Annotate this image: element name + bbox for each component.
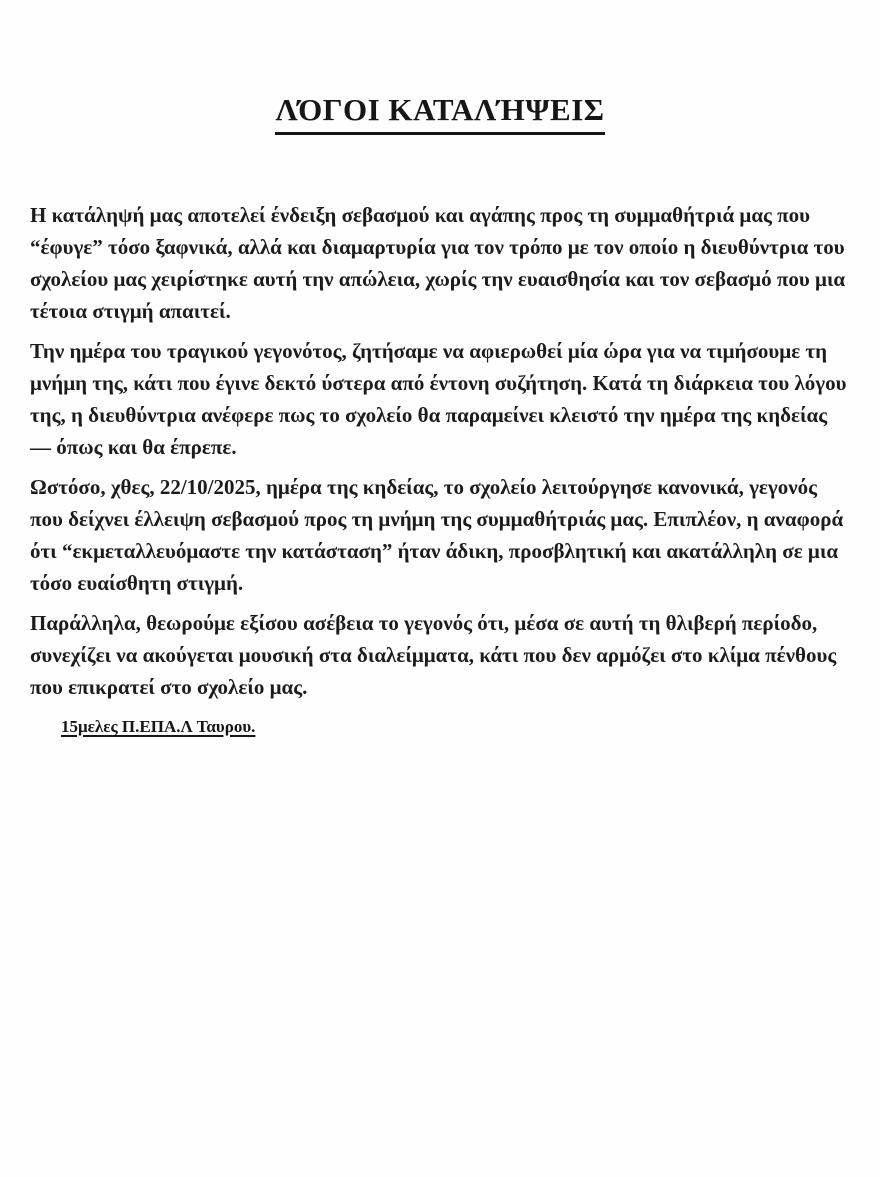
paragraph-line: Παράλληλα, θεωρούμε εξίσου ασέβεια το γεγονός ότι, μέσα σε αυτή τη θλιβερή περίοδο,	[30, 611, 818, 635]
paragraph-line: Την ημέρα του τραγικού γεγονότος, ζητήσαμε να αφιερωθεί μία ώρα για να τιμήσουμε τη	[30, 339, 828, 363]
paragraph-line: τόσο ευαίσθητη στιγμή.	[30, 571, 244, 595]
paragraph-line: τέτοια στιγμή απαιτεί.	[30, 299, 231, 323]
paragraph-line: της, η διευθύντρια ανέφερε πως το σχολείο θα παραμείνει κλειστό την ημέρα της κηδείας	[30, 403, 828, 427]
signature: 15μελες Π.ΕΠΑ.Λ Ταυρου.	[61, 717, 256, 736]
paragraph-line: μνήμη της, κάτι που έγινε δεκτό ύστερα από έντονη συζήτηση. Κατά τη διάρκεια του λόγου	[30, 371, 847, 395]
document-title: ΛΌΓΟΙ ΚΑΤΑΛΉΨΕΙΣ	[275, 92, 604, 135]
paragraph-1	[30, 199, 846, 327]
paragraph-4	[30, 607, 837, 703]
paragraph-line: σχολείου μας χειρίστηκε αυτή την απώλεια, χωρίς την ευαισθησία και τον σεβασμό που μια	[30, 267, 846, 291]
document-body	[0, 199, 880, 739]
paragraph-line: ότι “εκμεταλλευόμαστε την κατάσταση” ήταν άδικη, προσβλητική και ακατάλληλη σε μια	[30, 539, 839, 563]
paragraph-3	[30, 471, 844, 599]
paragraph-line: συνεχίζει να ακούγεται μουσική στα διαλείμματα, κάτι που δεν αρμόζει στο κλίμα πένθους	[30, 643, 837, 667]
paragraph-line: “έφυγε” τόσο ξαφνικά, αλλά και διαμαρτυρία για τον τρόπο με τον οποίο η διευθύντρια του	[30, 235, 845, 259]
paragraph-2	[30, 335, 847, 463]
paragraph-line: Ωστόσο, χθες, 22/10/2025, ημέρα της κηδείας, το σχολείο λειτούργησε κανονικά, γεγονός	[30, 475, 817, 499]
paragraph-line: Η κατάληψή μας αποτελεί ένδειξη σεβασμού και αγάπης προς τη συμμαθήτριά μας που	[30, 203, 811, 227]
paragraph-line: — όπως και θα έπρεπε.	[30, 435, 237, 459]
paragraph-line: που επικρατεί στο σχολείο μας.	[30, 675, 308, 699]
paragraph-line: που δείχνει έλλειψη σεβασμού προς τη μνήμη της συμμαθήτριάς μας. Επιπλέον, η αναφορά	[30, 507, 844, 531]
title-section	[0, 0, 880, 135]
